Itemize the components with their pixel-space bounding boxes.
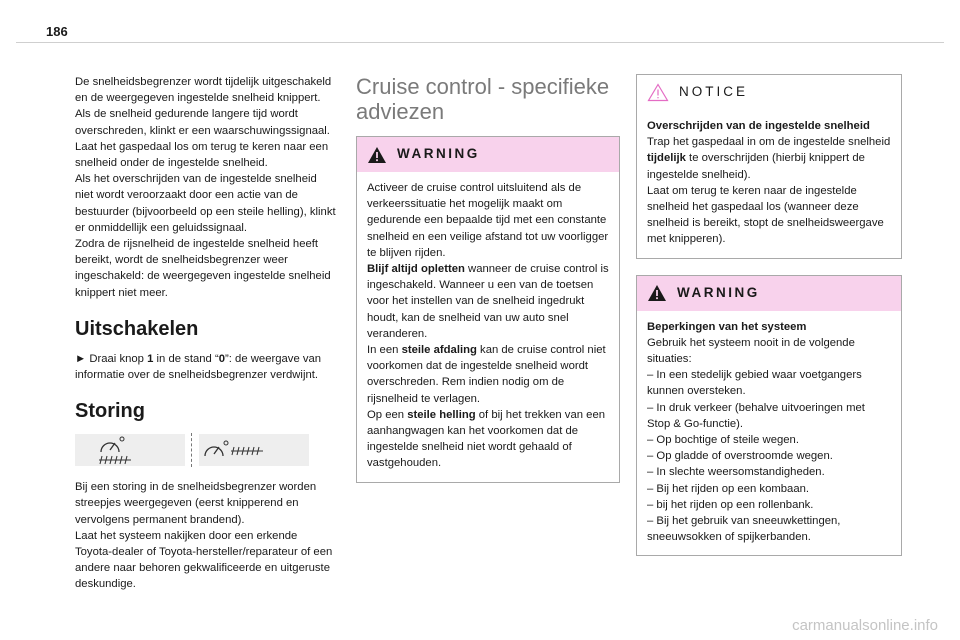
switch-off-text-1: Draai knop (86, 352, 148, 365)
emphasis: Blijf altijd opletten (367, 263, 465, 276)
speedometer-dashes-icon (199, 434, 309, 466)
warning-triangle-icon (367, 146, 387, 164)
list-item: – bij het rijden op een rollenbank. (647, 498, 814, 511)
list-item: – Bij het gebruik van sneeuwkettingen, sneeuwsokken of spijkerbanden. (647, 515, 841, 544)
notice-title: Overschrijden van de ingestelde snelheid (647, 120, 870, 132)
text: of bij het trekken van een aanhangwagen kan het voorkomen dat de ingestelde snelheid niet wordt gehaald of vastgehouden. (367, 408, 606, 470)
list-item: – Op gladde of overstroomde wegen. (647, 450, 833, 463)
warning-paragraph-3 (367, 342, 609, 407)
intro-text: De snelheidsbegrenzer wordt tijdelijk uitgeschakeld en de weergegeven ingestelde snelheid knippert. Als de snelheid gedurende langere tijd wordt overschreden, klinkt er een waarschuwingssignaal. Laat het gaspedaal los om terug te keren naar een snelheid onder de ingestelde snelheid. Als het overschrijden van de ingestelde snelheid niet wordt veroorzaakt door een actie van de bestuurder (bijvoorbeeld op een steile helling), klinkt er onmiddellijk een geluidssignaal. Zodra de rijsnelheid de ingestelde snelheid heeft bereikt, wordt de snelheidsbegrenzer weer ingeschakeld: de weergegeven ingestelde snelheid knippert niet meer. (75, 76, 336, 299)
text: te overschrijden (hierbij knippert de ingestelde snelheid). (647, 152, 865, 181)
notice-label: NOTICE (679, 84, 749, 100)
warning-body (637, 311, 901, 556)
list-item: – Op bochtige of steile wegen. (647, 434, 799, 447)
list-item: – In druk verkeer (behalve uitvoeringen met Stop & Go-functie). (647, 401, 865, 430)
warning-title: Beperkingen van het systeem (647, 320, 807, 333)
section-title-switch-off: Uitschakelen (75, 317, 199, 340)
position-zero: 0 (218, 352, 226, 365)
warning-label: WARNING (677, 285, 760, 301)
warning-paragraph-1: Activeer de cruise control uitsluitend als de verkeerssituatie het mogelijk maakt om gedurende een bepaalde tijd met een constante snelheid en een veilige afstand tot uw voorligger te blijven rijden. (367, 182, 609, 259)
switch-off-text-2: in de stand “ (153, 352, 219, 365)
knob-number: 1 (147, 352, 154, 365)
text: Op een (367, 408, 408, 421)
list-item: – In slechte weersomstandigheden. (647, 466, 825, 479)
text: Trap het gaspedaal in om de ingestelde snelheid (647, 136, 891, 149)
warning-intro: Gebruik het systeem nooit in de volgende situaties: (647, 336, 855, 366)
bullet-arrow: ► (75, 352, 87, 365)
notice-body (637, 110, 901, 258)
warning-header (637, 276, 901, 311)
speedometer-dashes-icon (75, 434, 185, 466)
emphasis: tijdelijk (647, 152, 686, 165)
switch-off-instruction (75, 351, 337, 383)
notice-box (636, 74, 902, 259)
switch-off-text-3: ”: de weergave van informatie over de snelheidsbegrenzer verdwijnt. (75, 352, 322, 382)
warning-triangle-icon (647, 284, 667, 302)
notice-paragraph-2: Laat om terug te keren naar de ingestelde snelheid het gaspedaal los (wanneer deze snelheid is bereikt, stopt de snelheidsweergave met knipperen). (647, 184, 884, 246)
warning-box-cruise (356, 136, 620, 483)
header-rule (16, 42, 944, 43)
notice-paragraph-1 (647, 134, 891, 183)
text: In een (367, 344, 402, 357)
warning-paragraph-2 (367, 261, 609, 342)
text: kan de cruise control niet voorkomen dat de ingestelde snelheid wordt overschreden. Rem indien nodig om de rijsnelheid te verlagen. (367, 344, 606, 405)
page-section-title: Cruise control - specifieke adviezen (356, 74, 610, 124)
page-number: 186 (46, 24, 68, 39)
column-middle (356, 74, 620, 495)
separator (191, 433, 193, 467)
text: wanneer de cruise control is ingeschakeld. Wanneer u een van de toetsen voor het instellen van de snelheid ingedrukt houdt, kan de snelheid van uw auto snel veranderen. (367, 263, 609, 340)
watermark: carmanualsonline.info (792, 617, 938, 634)
display-panel-flashing (75, 434, 185, 466)
warning-box-limitations (636, 275, 902, 557)
notice-triangle-icon (647, 83, 669, 102)
list-item: – In een stedelijk gebied waar voetgangers kunnen oversteken. (647, 369, 862, 398)
warning-paragraph-4 (367, 407, 609, 472)
column-left (75, 74, 337, 593)
list-item: – Bij het rijden op een kombaan. (647, 482, 810, 495)
display-panel-permanent (199, 434, 309, 466)
warning-header (357, 137, 619, 172)
section-title-fault: Storing (75, 400, 145, 423)
warning-label: WARNING (397, 146, 480, 162)
fault-display-illustration (75, 433, 337, 467)
warning-body (357, 172, 619, 482)
emphasis: steile afdaling (401, 344, 477, 357)
notice-header (637, 75, 901, 110)
column-right (636, 74, 902, 568)
fault-text: Bij een storing in de snelheidsbegrenzer worden streepjes weergegeven (eerst knipperend en vervolgens permanent brandend). Laat het systeem nakijken door een erkende Toyota-dealer of Toyota-hersteller/reparateur of een andere naar behoren gekwalificeerde en uitgeruste deskundige. (75, 481, 333, 591)
emphasis: steile helling (407, 408, 476, 421)
